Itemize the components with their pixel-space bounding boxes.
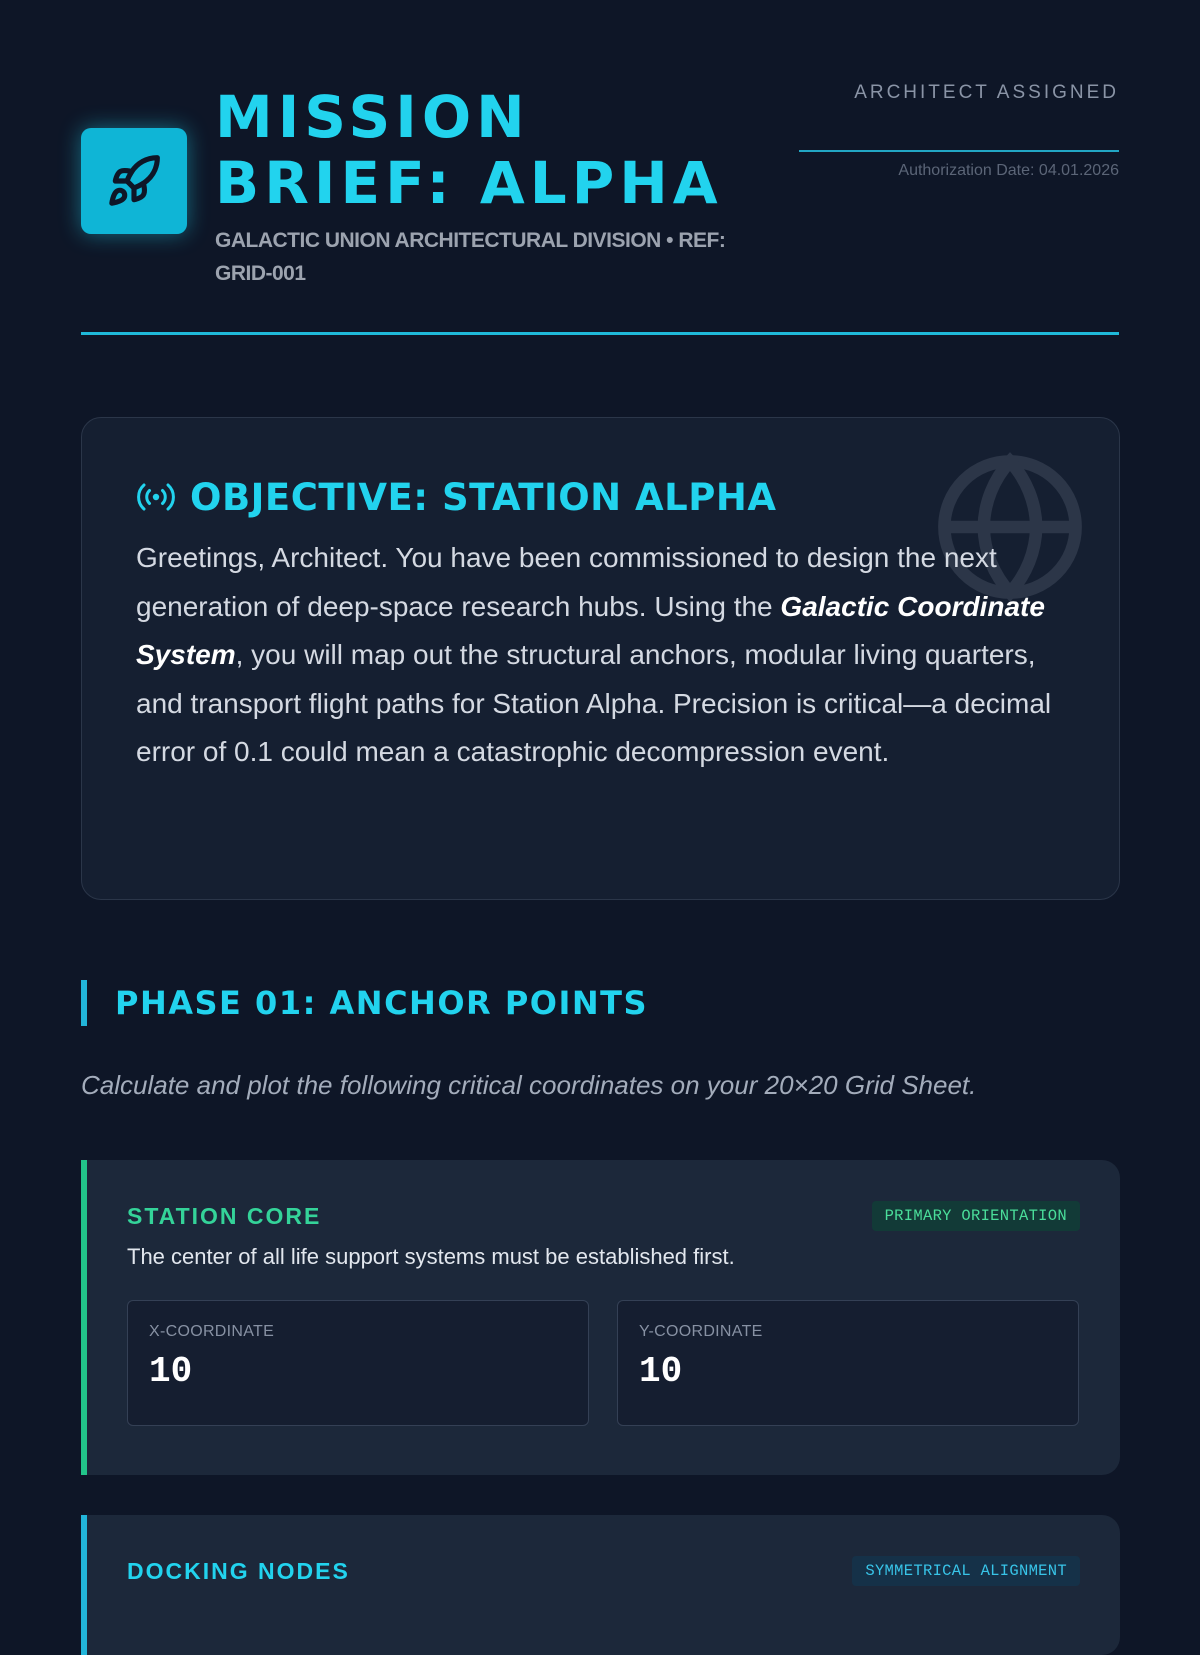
x-coordinate-value: 10: [149, 1351, 193, 1392]
y-coordinate-value: 10: [639, 1351, 683, 1392]
signature-line: [799, 150, 1119, 152]
x-coordinate-field: [127, 1300, 589, 1426]
rocket-icon: [106, 153, 162, 209]
coordinate-fields: [127, 1300, 1080, 1426]
y-coordinate-field: [617, 1300, 1079, 1426]
anchor-description: The center of all life support systems must be established first.: [127, 1244, 735, 1269]
authorization-date: Authorization Date: 04.01.2026: [898, 162, 1119, 179]
anchor-name: DOCKING NODES: [127, 1557, 350, 1584]
phase-description: Calculate and plot the following critical coordinates on your 20×20 Grid Sheet.: [81, 1070, 977, 1100]
page-subtitle: GALACTIC UNION ARCHITECTURAL DIVISION • REF: GRID-001: [215, 229, 726, 285]
objective-text-emphasis: Galactic Coordinate System: [136, 590, 1045, 670]
phase-heading: [81, 980, 648, 1026]
broadcast-icon: [136, 482, 176, 512]
page-title: MISSION BRIEF: ALPHA: [215, 83, 723, 217]
anchor-card-docking-nodes: [81, 1515, 1120, 1655]
status-badge: SYMMETRICAL ALIGNMENT: [852, 1556, 1080, 1586]
anchor-card-header: [127, 1200, 1080, 1232]
anchor-card-header: [127, 1555, 1080, 1587]
objective-text: [136, 534, 1065, 777]
objective-text-body: , you will map out the structural anchors, modular living quarters, and transport flight paths for Station Alpha. Precision is critical—a decimal error of 0.1 could mean a catastrophic decompression event.: [136, 639, 1052, 767]
anchor-card-station-core: [81, 1160, 1120, 1475]
logo-badge: [81, 128, 187, 234]
header-divider: [81, 332, 1119, 335]
status-badge: PRIMARY ORIENTATION: [872, 1201, 1080, 1231]
phase-title: PHASE 01: ANCHOR POINTS: [115, 984, 649, 1022]
authorization-block: [799, 82, 1119, 180]
objective-text-intro: Greetings, Architect. You have been commissioned to design the next generation of deep-space research hubs. Using the: [136, 542, 997, 622]
architect-label: ARCHITECT ASSIGNED: [854, 82, 1119, 103]
objective-title: OBJECTIVE: STATION ALPHA: [190, 475, 777, 519]
x-coordinate-label: X-COORDINATE: [149, 1323, 275, 1340]
header: [81, 0, 1119, 336]
y-coordinate-label: Y-COORDINATE: [639, 1323, 763, 1340]
objective-heading: [136, 470, 1065, 524]
anchor-name: STATION CORE: [127, 1202, 322, 1229]
title-block: [215, 84, 775, 290]
objective-card: [81, 417, 1120, 900]
